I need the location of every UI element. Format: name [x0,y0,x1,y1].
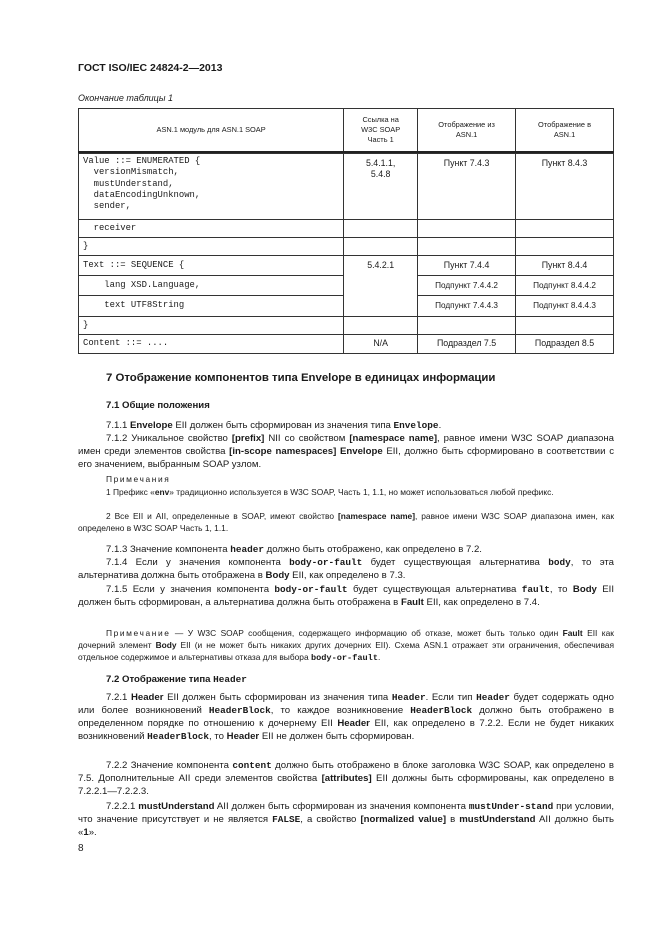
note-3: Примечание — У W3C SOAP сообщения, содержащего информацию об отказе, может быть только один Fault EII как дочерний элемент Body EII (и не может быть никаких других дочерних EII). Схема ASN.1 отражает эти ограничения, обеспечивая отдельное содержимое и альтернативы отказа для выбора body-or-fault. [78,628,614,664]
asn1-code-cell: Text ::= SEQUENCE { [79,256,344,276]
column-header: Отображение в ASN.1 [516,109,614,153]
from-asn1-cell: Подраздел 7.5 [418,335,516,354]
asn1-code-cell: text UTF8String [79,296,344,317]
from-asn1-cell: Пункт 7.4.4 [418,256,516,276]
table-row [79,317,614,335]
table-row [79,256,614,276]
page-number: 8 [78,843,84,854]
ref-cell: 5.4.1.1, 5.4.8 [344,154,418,220]
column-header: ASN.1 модуль для ASN.1 SOAP [79,109,344,153]
ref-cell: 5.4.2.1 [344,256,418,317]
to-asn1-cell: Пункт 8.4.3 [516,154,614,220]
table-row [79,335,614,354]
asn1-code-cell: lang XSD.Language, [79,276,344,296]
asn1-code-cell: receiver [79,220,344,238]
to-asn1-cell: Пункт 8.4.4 [516,256,614,276]
section-7-title: 7 Отображение компонентов типа Envelope в единицах информации [106,372,496,384]
to-asn1-cell: Подпункт 8.4.4.3 [516,296,614,317]
note-2: 2 Все EII и AII, определенные в SOAP, имеют свойство [namespace name], равное имени W3C SOAP диапазона имен, как определено в W3C SOAP Часть 1, 1.1. [78,511,614,534]
table-row [79,220,614,238]
table-header-row [79,109,614,153]
mapping-table [78,108,614,354]
to-asn1-cell: Подраздел 8.5 [516,335,614,354]
table-row [79,154,614,220]
paragraph-7-1-5: 7.1.5 Если у значения компонента body-or-fault будет существующая альтернатива fault, то Body EII должен быть сформирован, а альтернатива должна быть отображена в Fault EII, как определено в 7.4. [78,584,615,609]
paragraph-7-2-2-1: 7.2.2.1 mustUnderstand AII должен быть сформирован из значения компонента mustUnder-stand при условии, что значение присутствует и не является FALSE, а свойство [normalized value] в mustUnderstand AII должно быть «1». [78,801,614,839]
paragraph-7-1-2: 7.1.2 Уникальное свойство [prefix] NII со свойством [namespace name], равное имени W3C SOAP диапазона имен среди элементов свойства [in-scope namespaces] Envelope EII, должно быть сформировано в соответствии с его значением, выбранным SOAP узлом. [78,433,614,471]
from-asn1-cell: Пункт 7.4.3 [418,154,516,220]
to-asn1-cell: Подпункт 8.4.4.2 [516,276,614,296]
paragraph-7-1-3: 7.1.3 Значение компонента header должно быть отображено, как определено в 7.2. [106,544,482,555]
column-header: Ссылка на W3C SOAP Часть 1 [344,109,418,153]
asn1-code-cell: } [79,238,344,256]
paragraph-7-2-2: 7.2.2 Значение компонента content должно быть отображено в блоке заголовка W3C SOAP, как определено в 7.5. Дополнительные AII среди элементов свойства [attributes] EII должны быть сформированы, как определено в 7.2.2.1—7.2.2.3. [78,760,614,798]
paragraph-7-1-1: 7.1.1 Envelope EII должен быть сформирован из значения типа Envelope. [106,420,442,431]
column-header: Отображение из ASN.1 [418,109,516,153]
ref-cell: N/A [344,335,418,354]
asn1-code-cell: Value ::= ENUMERATED { versionMismatch, mustUnderstand, dataEncodingUnknown, sender, [79,154,344,220]
section-7-2-title: 7.2 Отображение типа Header [106,674,247,685]
from-asn1-cell: Подпункт 7.4.4.3 [418,296,516,317]
asn1-code-cell: } [79,317,344,335]
table-row [79,238,614,256]
section-7-1-title: 7.1 Общие положения [106,400,210,411]
notes-title: Примечания [106,474,171,484]
asn1-code-cell: Content ::= .... [79,335,344,354]
paragraph-7-1-4: 7.1.4 Если у значения компонента body-or-fault будет существующая альтернатива body, то эта альтернатива должна быть отображена в Body EII, как определено в 7.3. [78,557,614,582]
note-1: 1 Префикс «env» традиционно используется в W3C SOAP, Часть 1, 1.1, но может использоваться любой префикс. [106,487,554,497]
document-header: ГОСТ ISO/IEC 24824-2—2013 [78,62,223,74]
from-asn1-cell: Подпункт 7.4.4.2 [418,276,516,296]
table-caption: Окончание таблицы 1 [78,93,173,103]
paragraph-7-2-1: 7.2.1 Header EII должен быть сформирован из значения типа Header. Если тип Header будет содержать одно или более возникновений HeaderBlock, то каждое возникновение HeaderBlock должно быть отображено в определенном порядке по отношению к дочернему EII Header EII, как определено в 7.2.2. Если не будет никаких возникновений HeaderBlock, то Header EII не должен быть сформирован. [78,692,615,743]
